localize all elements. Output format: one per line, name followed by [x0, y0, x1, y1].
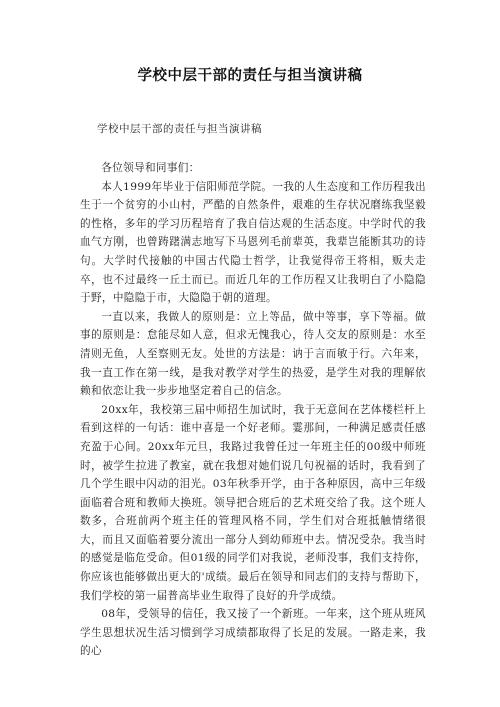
document-subtitle: 学校中层干部的责任与担当演讲稿 — [97, 123, 262, 135]
body-paragraph: 20xx年，我校第三届中师招生加试时，我于无意间在艺体楼栏杆上看到这样的一句话：谁中喜是一个好老师。霎那间，一种满足感责任感充盈于心间。20xx年元旦，我路过我曾任过一年班主任的00级中师班时，被学生拉进了教室，就在我想对她们说几句祝福的话时，我看到了几个学生眼中闪动的泪光。03年秋季开学，由于各种原因，高中三年级面临着合班和教师大换班。领导把合班后的艺术班交给了我。这个班人数多，合班前两个班主任的管理风格不同，学生们对合班抵触情绪很大，而且又面临着要分流出一部分人到幼师班中去。情况受杂。我当时的感觉是临危受命。但01级的同学们对我说，老师没事，我们支持你，你应该也能够做出更大的'成绩。最后在领导和同志们的支持与帮助下，我们学校的第一届普高毕业生取得了良好的升学成绩。 — [80, 403, 426, 602]
document-title: 学校中层干部的责任与担当演讲稿 — [137, 68, 363, 84]
body-paragraph: 本人1999年毕业于信阳师范学院。一我的人生态度和工作历程我出生于一个贫穷的小山村，严酷的自然条件，艰难的生存状况磨练我坚毅的性格，多年的学习历程培育了我自信达观的生活态度。中学时代的我血气方刚，也曾踌躇满志地写下马恩列毛前辈英，我辈岂能断其功的诗句。大学时代接触的中国古代隐士哲学，让我觉得帝王将相，贩夫走卒，也不过最终一丘土而已。而近几年的工作历程又让我明白了小隐隐于野，中隐隐于市，大隐隐于朝的道理。 — [80, 180, 426, 305]
greeting-paragraph: 各位领导和同事们： — [101, 162, 200, 174]
body-paragraph: 08年，受领导的信任，我又接了一个新班。一年来，这个班从班风学生思想状况生活习惯到学习成绩都取得了长足的发展。一路走来，我的心 — [80, 608, 426, 658]
document-body — [80, 159, 426, 661]
body-paragraph: 一直以来，我做人的原则是：立上等品，做中等事，享下等福。做事的原则是：怠能尽如人意，但求无愧我心，待人交友的原则是：水至清则无鱼，人至察则无友。处世的方法是：讷于言而敏于行。六年来，我一直工作在第一线，是我对教学对学生的热爱，是学生对我的理解依赖和依恋让我一步步地坚定着自己的信念。 — [80, 310, 426, 398]
